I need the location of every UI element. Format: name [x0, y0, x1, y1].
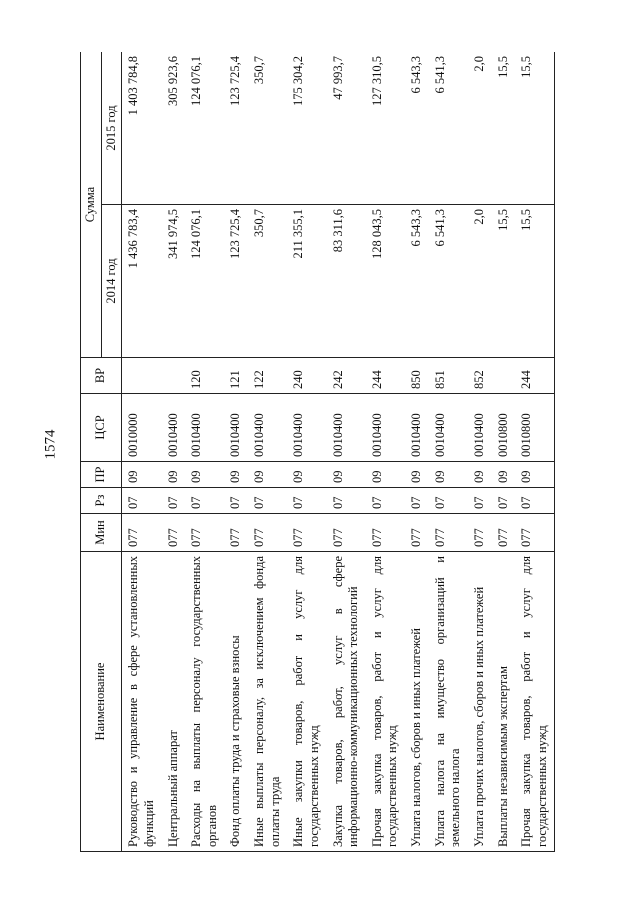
row-min: 077	[492, 514, 516, 552]
table-row	[492, 52, 516, 852]
row-sum-2014: 6 543,3	[405, 205, 429, 358]
table-row	[468, 52, 492, 852]
row-csr: 0010400	[366, 394, 405, 462]
row-rz: 07	[515, 488, 555, 514]
header-2015: 2015 год	[101, 52, 122, 205]
row-rz: 07	[122, 488, 162, 514]
header-2014: 2014 год	[101, 205, 122, 358]
row-sum-2014: 6 541,3	[429, 205, 468, 358]
row-rz: 07	[366, 488, 405, 514]
row-sum-2014: 15,5	[515, 205, 555, 358]
table-row	[287, 52, 326, 852]
row-sum-2014: 83 311,6	[327, 205, 366, 358]
row-min: 077	[248, 514, 287, 552]
row-pr: 09	[185, 462, 224, 488]
row-rz: 07	[429, 488, 468, 514]
row-min: 077	[366, 514, 405, 552]
table-row	[366, 52, 405, 852]
row-name: Уплата налогов, сборов и иных платежей	[405, 552, 429, 852]
row-rz: 07	[287, 488, 326, 514]
table-row	[162, 52, 186, 852]
row-rz: 07	[327, 488, 366, 514]
row-rz: 07	[405, 488, 429, 514]
row-vr: 121	[224, 358, 248, 394]
row-name: Иные закупки товаров, работ и услуг для государственных нужд	[287, 552, 326, 852]
table-body	[122, 52, 555, 852]
row-name: Прочая закупка товаров, работ и услуг для государственных нужд	[515, 552, 555, 852]
row-csr: 0010400	[224, 394, 248, 462]
row-sum-2015: 305 923,6	[162, 52, 186, 205]
header-rz: Рз	[81, 488, 122, 514]
row-csr: 0010800	[515, 394, 555, 462]
table-header	[81, 52, 122, 852]
row-sum-2015: 15,5	[492, 52, 516, 205]
document-page	[80, 52, 560, 852]
row-sum-2015: 175 304,2	[287, 52, 326, 205]
row-sum-2015: 47 993,7	[327, 52, 366, 205]
row-pr: 09	[429, 462, 468, 488]
row-rz: 07	[185, 488, 224, 514]
row-vr: 852	[468, 358, 492, 394]
row-name: Руководство и управление в сфере установленных функций	[122, 552, 162, 852]
row-rz: 07	[248, 488, 287, 514]
row-name: Расходы на выплаты персоналу государственных органов	[185, 552, 224, 852]
row-sum-2014: 15,5	[492, 205, 516, 358]
row-sum-2015: 350,7	[248, 52, 287, 205]
row-min: 077	[405, 514, 429, 552]
row-name: Выплаты независимым экспертам	[492, 552, 516, 852]
row-name: Фонд оплаты труда и страховые взносы	[224, 552, 248, 852]
row-csr: 0010400	[468, 394, 492, 462]
row-sum-2014: 1 436 783,4	[122, 205, 162, 358]
row-csr: 0010400	[162, 394, 186, 462]
row-vr: 244	[366, 358, 405, 394]
row-min: 077	[327, 514, 366, 552]
row-name: Уплата прочих налогов, сборов и иных платежей	[468, 552, 492, 852]
row-min: 077	[287, 514, 326, 552]
row-name: Иные выплаты персоналу, за исключением фонда оплаты труда	[248, 552, 287, 852]
row-vr: 240	[287, 358, 326, 394]
row-vr: 851	[429, 358, 468, 394]
table-row	[122, 52, 162, 852]
row-sum-2015: 15,5	[515, 52, 555, 205]
table-row	[405, 52, 429, 852]
row-min: 077	[162, 514, 186, 552]
row-csr: 0010400	[248, 394, 287, 462]
table-row	[248, 52, 287, 852]
header-pr: ПР	[81, 462, 122, 488]
row-pr: 09	[287, 462, 326, 488]
header-name: Наименование	[81, 552, 122, 852]
row-min: 077	[515, 514, 555, 552]
row-pr: 09	[248, 462, 287, 488]
row-sum-2014: 350,7	[248, 205, 287, 358]
row-sum-2014: 128 043,5	[366, 205, 405, 358]
row-csr: 0010800	[492, 394, 516, 462]
row-sum-2015: 6 541,3	[429, 52, 468, 205]
row-sum-2015: 1 403 784,8	[122, 52, 162, 205]
row-vr: 122	[248, 358, 287, 394]
row-vr: 242	[327, 358, 366, 394]
row-rz: 07	[224, 488, 248, 514]
row-min: 077	[224, 514, 248, 552]
row-vr	[492, 358, 516, 394]
row-sum-2015: 124 076,1	[185, 52, 224, 205]
row-sum-2015: 127 310,5	[366, 52, 405, 205]
row-vr: 850	[405, 358, 429, 394]
table-row	[185, 52, 224, 852]
row-sum-2015: 6 543,3	[405, 52, 429, 205]
row-rz: 07	[162, 488, 186, 514]
row-min: 077	[122, 514, 162, 552]
row-pr: 09	[224, 462, 248, 488]
header-sum: Сумма	[81, 52, 102, 358]
row-vr: 244	[515, 358, 555, 394]
header-min: Мин	[81, 514, 122, 552]
row-pr: 09	[122, 462, 162, 488]
row-pr: 09	[405, 462, 429, 488]
row-csr: 0010400	[429, 394, 468, 462]
row-csr: 0010400	[405, 394, 429, 462]
row-min: 077	[429, 514, 468, 552]
row-sum-2015: 2,0	[468, 52, 492, 205]
budget-table	[80, 52, 555, 852]
table-row	[515, 52, 555, 852]
row-sum-2014: 124 076,1	[185, 205, 224, 358]
row-sum-2014: 341 974,5	[162, 205, 186, 358]
row-name: Закупка товаров, работ, услуг в сфере информационно-коммуникационных технологий	[327, 552, 366, 852]
row-csr: 0010400	[287, 394, 326, 462]
row-min: 077	[468, 514, 492, 552]
row-pr: 09	[515, 462, 555, 488]
header-csr: ЦСР	[81, 394, 122, 462]
row-pr: 09	[468, 462, 492, 488]
row-sum-2015: 123 725,4	[224, 52, 248, 205]
table-row	[429, 52, 468, 852]
table-row	[224, 52, 248, 852]
row-pr: 09	[492, 462, 516, 488]
row-vr	[122, 358, 162, 394]
row-rz: 07	[468, 488, 492, 514]
row-pr: 09	[162, 462, 186, 488]
row-name: Центральный аппарат	[162, 552, 186, 852]
row-vr: 120	[185, 358, 224, 394]
row-csr: 0010400	[327, 394, 366, 462]
row-sum-2014: 211 355,1	[287, 205, 326, 358]
header-vr: ВР	[81, 358, 122, 394]
row-pr: 09	[366, 462, 405, 488]
row-csr: 0010000	[122, 394, 162, 462]
row-vr	[162, 358, 186, 394]
row-name: Прочая закупка товаров, работ и услуг для государственных нужд	[366, 552, 405, 852]
row-min: 077	[185, 514, 224, 552]
budget-table-container	[80, 52, 560, 852]
row-csr: 0010400	[185, 394, 224, 462]
row-sum-2014: 123 725,4	[224, 205, 248, 358]
row-sum-2014: 2,0	[468, 205, 492, 358]
row-name: Уплата налога на имущество организаций и земельного налога	[429, 552, 468, 852]
page-number: 1574	[42, 429, 59, 460]
row-pr: 09	[327, 462, 366, 488]
table-row	[327, 52, 366, 852]
row-rz: 07	[492, 488, 516, 514]
